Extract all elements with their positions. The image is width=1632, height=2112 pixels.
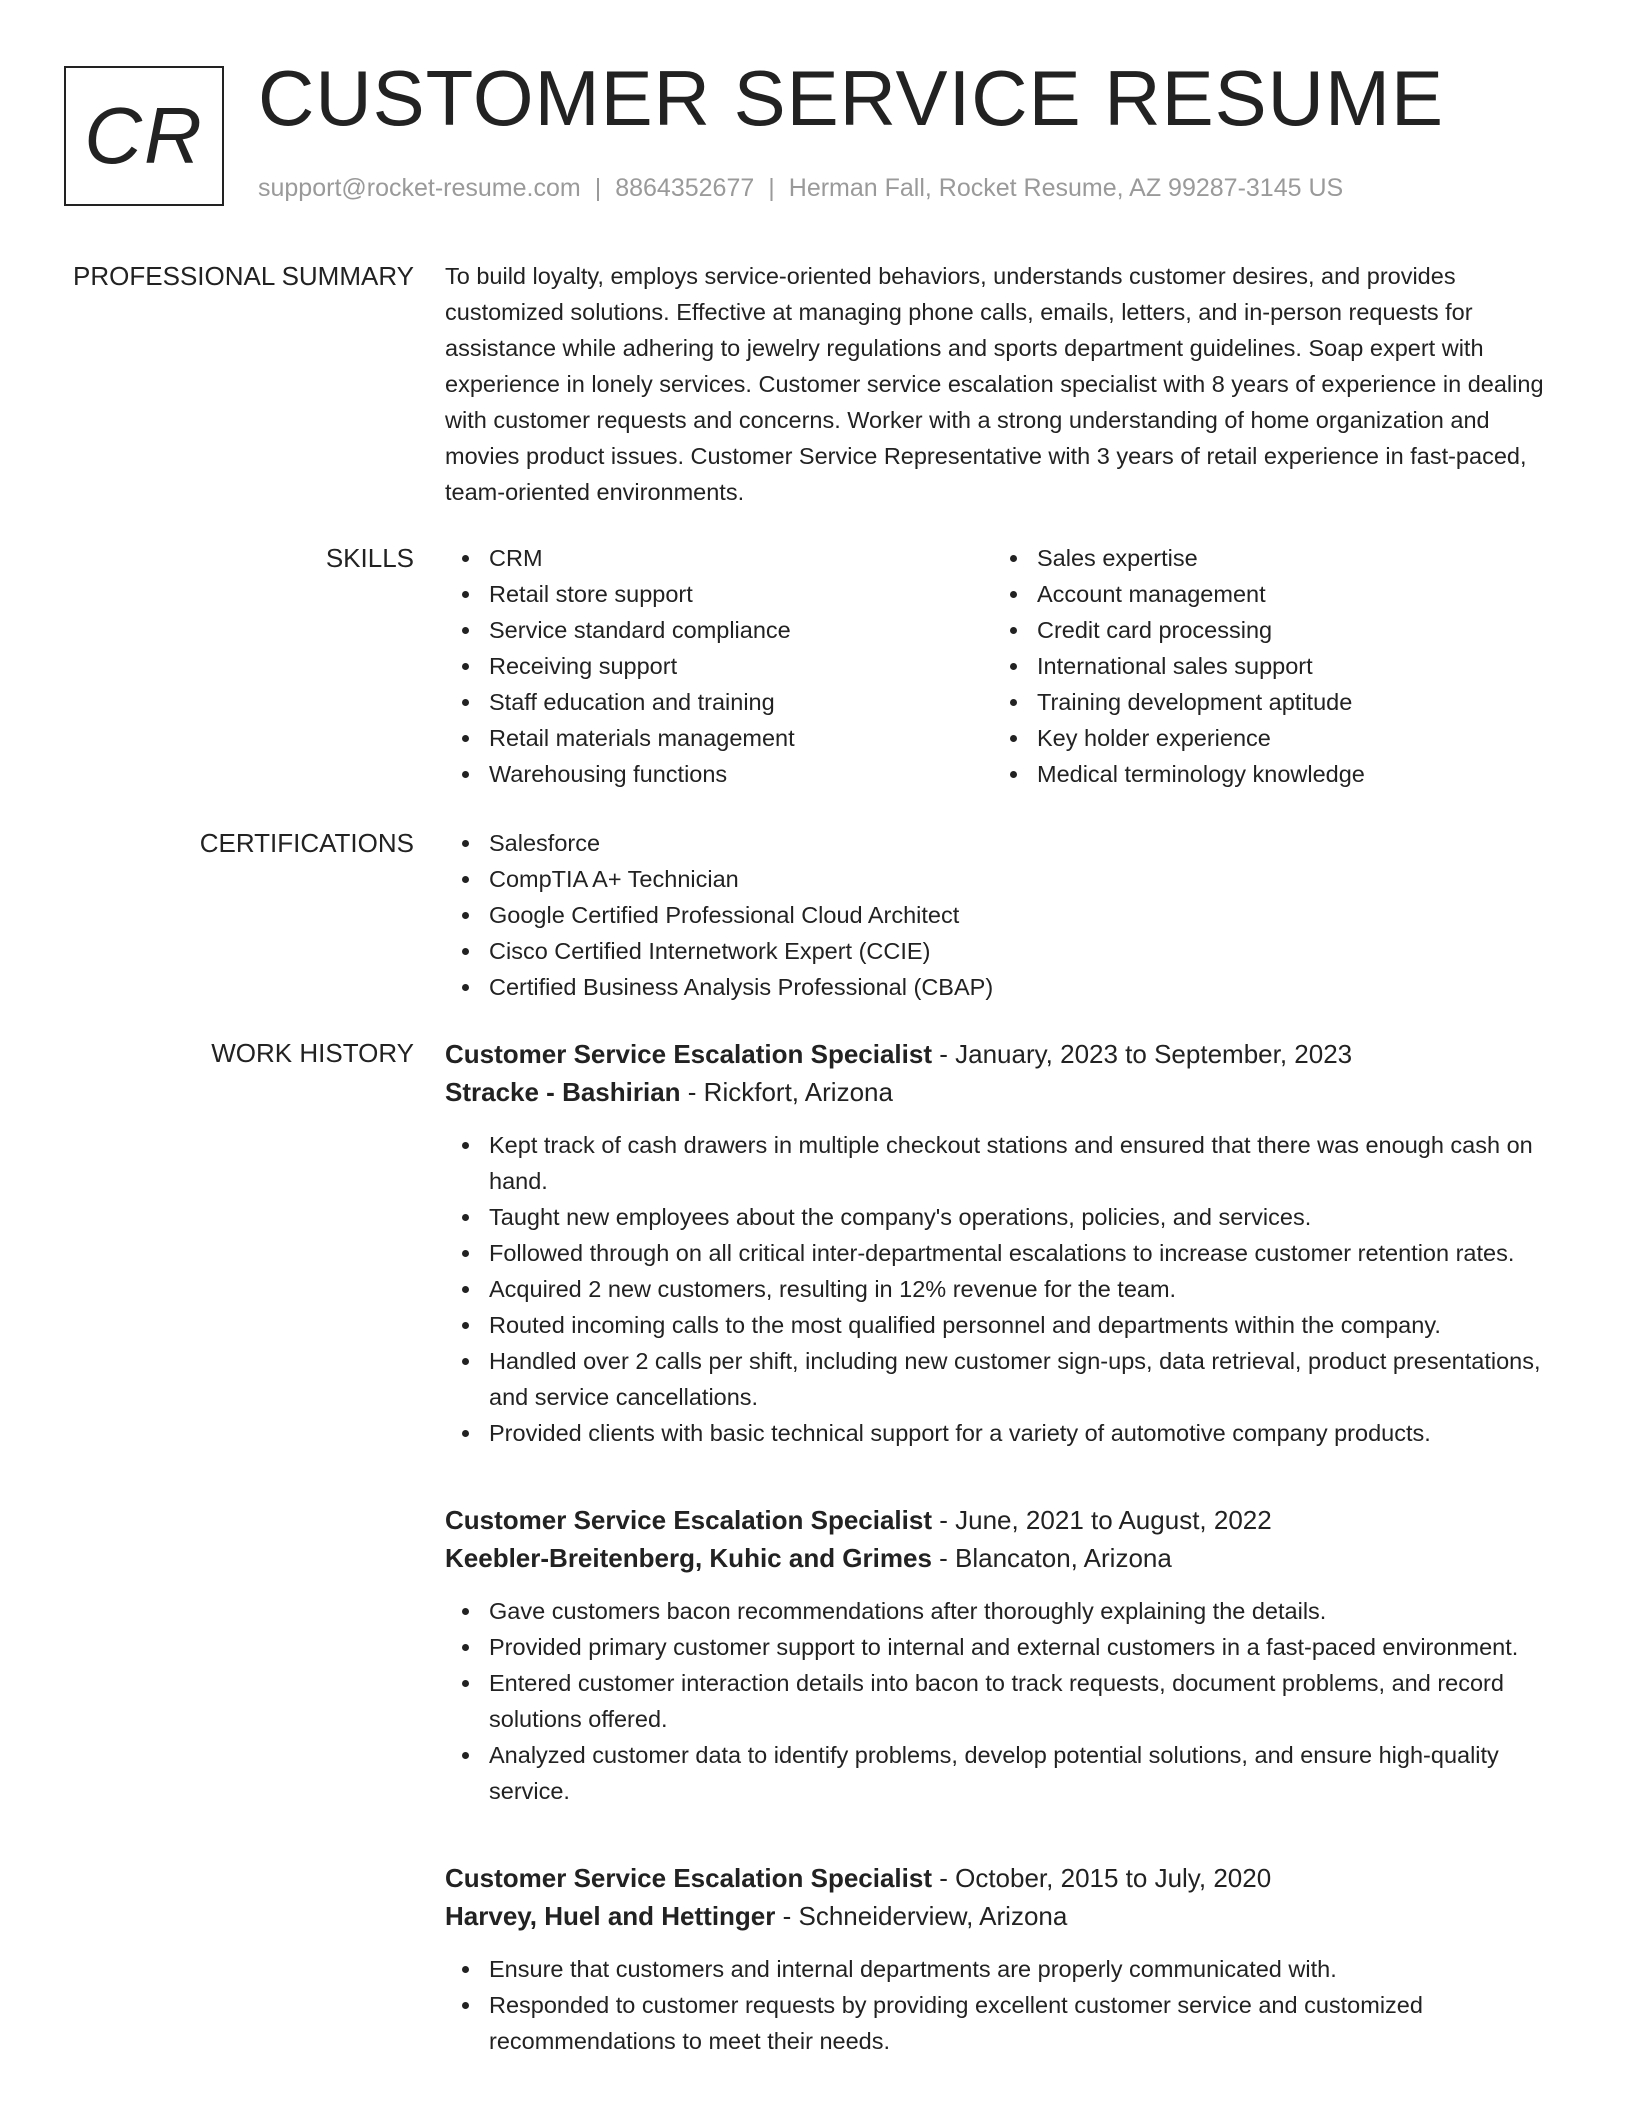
job-bullet: Followed through on all critical inter-departmental escalations to increase customer retention rates. <box>445 1235 1565 1271</box>
skill-item: Retail store support <box>445 576 993 612</box>
job-bullet: Gave customers bacon recommendations after thoroughly explaining the details. <box>445 1593 1565 1629</box>
job-company-line <box>445 1539 1565 1577</box>
skill-item: Service standard compliance <box>445 612 993 648</box>
job-company-line <box>445 1897 1565 1935</box>
skills-list-left <box>445 540 993 792</box>
skills-list-right <box>993 540 1541 792</box>
page-title: CUSTOMER SERVICE RESUME <box>258 54 1444 142</box>
certifications-body <box>445 825 1565 1005</box>
skills-column-right <box>993 540 1541 792</box>
skill-item: CRM <box>445 540 993 576</box>
contact-line <box>258 174 1343 203</box>
job-title: Customer Service Escalation Specialist <box>445 1863 932 1893</box>
job-bullet: Kept track of cash drawers in multiple checkout stations and ensured that there was enough cash on hand. <box>445 1127 1565 1199</box>
job-bullet: Provided clients with basic technical support for a variety of automotive company products. <box>445 1415 1565 1451</box>
job-bullet-list <box>445 1127 1565 1451</box>
job-bullet-list <box>445 1951 1565 2059</box>
job-title-line <box>445 1035 1565 1073</box>
skill-item: Retail materials management <box>445 720 993 756</box>
job-bullet: Provided primary customer support to internal and external customers in a fast-paced environment. <box>445 1629 1565 1665</box>
job-bullet-list <box>445 1593 1565 1809</box>
job-company: Stracke - Bashirian <box>445 1077 681 1107</box>
contact-separator: | <box>768 174 775 202</box>
skill-item: Key holder experience <box>993 720 1541 756</box>
job-company: Harvey, Huel and Hettinger <box>445 1901 776 1931</box>
job-bullet: Handled over 2 calls per shift, including new customer sign-ups, data retrieval, product presentations, and service cancellations. <box>445 1343 1565 1415</box>
job-location: - Blancaton, Arizona <box>931 1543 1172 1573</box>
job-entry <box>445 1859 1565 2059</box>
job-bullet: Routed incoming calls to the most qualified personnel and departments within the company. <box>445 1307 1565 1343</box>
job-entry <box>445 1501 1565 1809</box>
section-label-work-history: WORK HISTORY <box>211 1038 414 1068</box>
job-bullet: Entered customer interaction details into bacon to track requests, document problems, and record solutions offered. <box>445 1665 1565 1737</box>
contact-address: Herman Fall, Rocket Resume, AZ 99287-3145 US <box>788 174 1344 202</box>
job-company-line <box>445 1073 1565 1111</box>
monogram-logo: CR <box>64 66 224 206</box>
skill-item: Training development aptitude <box>993 684 1541 720</box>
skill-item: Medical terminology knowledge <box>993 756 1541 792</box>
skill-item: Receiving support <box>445 648 993 684</box>
work-history-body <box>445 1035 1565 2059</box>
contact-email: support@rocket-resume.com <box>258 174 581 202</box>
skills-columns <box>445 540 1565 792</box>
summary-text: To build loyalty, employs service-oriented behaviors, understands customer desires, and provides customized solutions. Effective at managing phone calls, emails, letters, and in-person requests for assistance while adhering to jewelry regulations and sports department guidelines. Soap expert with experience in lonely services. Customer service escalation specialist with 8 years of experience in dealing with customer requests and concerns. Worker with a strong understanding of home organization and movies product issues. Customer Service Representative with 3 years of retail experience in fast-paced, team-oriented environments. <box>445 263 1544 505</box>
skill-item: Sales expertise <box>993 540 1541 576</box>
job-entry <box>445 1035 1565 1451</box>
skills-body <box>445 540 1565 792</box>
job-bullet: Responded to customer requests by providing excellent customer service and customized recommendations to meet their needs. <box>445 1987 1565 2059</box>
skills-column-left <box>445 540 993 792</box>
job-company: Keebler-Breitenberg, Kuhic and Grimes <box>445 1543 932 1573</box>
contact-phone: 8864352677 <box>615 174 755 202</box>
skill-item: Account management <box>993 576 1541 612</box>
job-dates: - January, 2023 to September, 2023 <box>932 1039 1353 1069</box>
skill-item: International sales support <box>993 648 1541 684</box>
job-dates: - June, 2021 to August, 2022 <box>932 1505 1272 1535</box>
skill-item: Staff education and training <box>445 684 993 720</box>
section-label-certifications: CERTIFICATIONS <box>199 828 414 858</box>
job-bullet: Taught new employees about the company's operations, policies, and services. <box>445 1199 1565 1235</box>
job-dates: - October, 2015 to July, 2020 <box>932 1863 1272 1893</box>
certification-item: Cisco Certified Internetwork Expert (CCIE) <box>445 933 1565 969</box>
job-title: Customer Service Escalation Specialist <box>445 1505 932 1535</box>
section-label-skills: SKILLS <box>325 543 414 573</box>
skill-item: Credit card processing <box>993 612 1541 648</box>
job-title-line <box>445 1501 1565 1539</box>
job-location: - Rickfort, Arizona <box>680 1077 893 1107</box>
summary-body <box>445 258 1565 510</box>
job-bullet: Analyzed customer data to identify problems, develop potential solutions, and ensure high-quality service. <box>445 1737 1565 1809</box>
certification-item: Google Certified Professional Cloud Architect <box>445 897 1565 933</box>
section-label-summary: PROFESSIONAL SUMMARY <box>73 261 414 291</box>
job-title-line <box>445 1859 1565 1897</box>
certification-item: CompTIA A+ Technician <box>445 861 1565 897</box>
certification-item: Salesforce <box>445 825 1565 861</box>
certifications-list <box>445 825 1565 1005</box>
job-title: Customer Service Escalation Specialist <box>445 1039 932 1069</box>
certification-item: Certified Business Analysis Professional (CBAP) <box>445 969 1565 1005</box>
skill-item: Warehousing functions <box>445 756 993 792</box>
job-bullet: Acquired 2 new customers, resulting in 12% revenue for the team. <box>445 1271 1565 1307</box>
contact-separator: | <box>594 174 602 202</box>
job-bullet: Ensure that customers and internal departments are properly communicated with. <box>445 1951 1565 1987</box>
job-location: - Schneiderview, Arizona <box>775 1901 1068 1931</box>
